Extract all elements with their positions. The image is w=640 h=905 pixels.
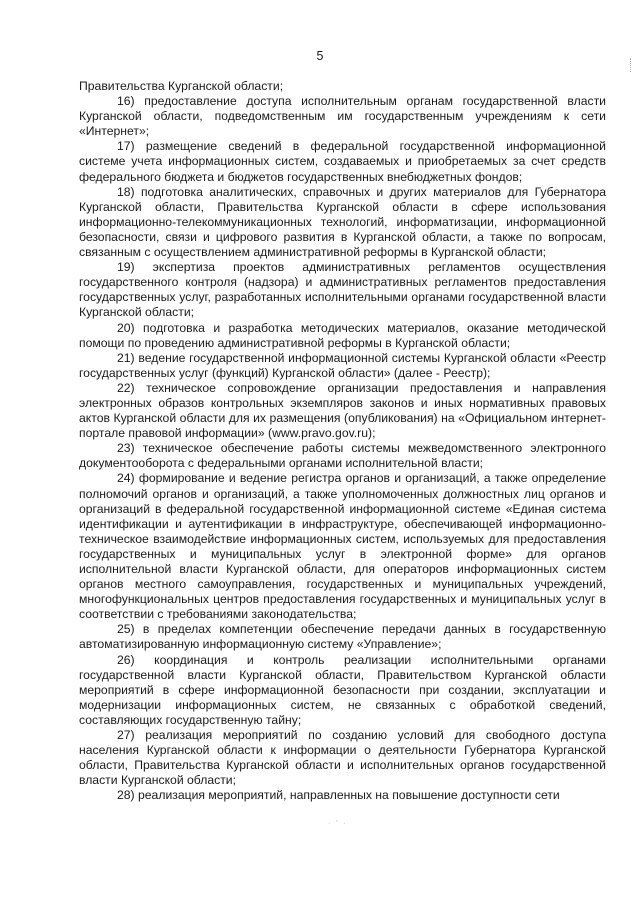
paragraph-item-24: 24) формирование и ведение регистра органов и организаций, а также определение полномочий органов и организаций, а также уполномоченных должностных лиц органов и организаций в федеральной государственной информационной системе «Единая система идентификации и аутентификации в инфраструктуре, обеспечивающей информационно-техническое взаимодействие информационных систем, используемых для предоставления государственных и муниципальных услуг в электронной форме» для органов исполнительной власти Курганской области, для операторов информационных систем органов местного самоуправления, государственных и муниципальных учреждений, многофункциональных центров предоставления государственных и муниципальных услуг в соответствии с требованиями законодательства; <box>79 471 606 622</box>
paragraph-item-26: 26) координация и контроль реализации исполнительными органами государственной власти Курганской области, Правительством Курганской области мероприятий в сфере информационной безопасности при создании, эксплуатации и модернизации информационных систем, не связанных с обработкой сведений, составляющих государственную тайну; <box>79 652 606 727</box>
paragraph-item-18: 18) подготовка аналитических, справочных и других материалов для Губернатора Курганской области, Правительства Курганской области в сфере использования информационно-телекоммуникационных технологий, информатизации, информационной безопасности, связи и цифрового развития в Курганской области, а также по вопросам, связанным с осуществлением административной реформы в Курганской области; <box>79 184 606 260</box>
paragraph-item-23: 23) техническое обеспечение работы системы межведомственного электронного документооборота с федеральными органами исполнительной власти; <box>79 441 606 471</box>
paragraph-item-22: 22) техническое сопровождение организации предоставления и направления электронных образов контрольных экземпляров законов и иных нормативных правовых актов Курганской области для их размещения (опубликования) на «Официальном интернет-портале правовой информации» (www.pravo.gov.ru); <box>79 380 606 441</box>
paragraph-item-16: 16) предоставление доступа исполнительным органам государственной власти Курганской области, подведомственным им государственным учреждениям к сети «Интернет»; <box>79 94 606 139</box>
paragraph-item-21: 21) ведение государственной информационной системы Курганской области «Реестр государственных услуг (функций) Курганской области» (далее - Реестр); <box>79 350 606 380</box>
paragraph-item-27: 27) реализация мероприятий по созданию условий для свободного доступа населения Курганской области к информации о деятельности Губернатора Курганской области, Правительства Курганской области и исполнительных органов государственной власти Курганской области; <box>79 728 606 788</box>
paragraph-item-17: 17) размещение сведений в федеральной государственной информационной системе учета информационных систем, создаваемых и приобретаемых за счет средств федерального бюджета и бюджетов государственных внебюджетных фондов; <box>79 139 606 184</box>
scan-margin-mark <box>630 58 634 72</box>
paragraph-item-19: 19) экспертиза проектов административных регламентов осуществления государственного контроля (надзора) и административных регламентов предоставления государственных услуг, разработанных исполнительными органами государственной власти Курганской области; <box>79 260 606 320</box>
page-number: 5 <box>316 49 324 63</box>
paragraph-item-28: 28) реализация мероприятий, направленных на повышение доступности сети <box>117 788 560 803</box>
scan-artifact: · ' · <box>328 820 348 827</box>
paragraph-item-20: 20) подготовка и разработка методических материалов, оказание методической помощи по проведению административной реформы в Курганской области; <box>79 320 606 350</box>
paragraph-item-25: 25) в пределах компетенции обеспечение передачи данных в государственную автоматизированную информационную систему «Управление»; <box>79 622 606 652</box>
paragraph-continuation: Правительства Курганской области; <box>79 79 284 93</box>
document-body <box>79 79 606 804</box>
